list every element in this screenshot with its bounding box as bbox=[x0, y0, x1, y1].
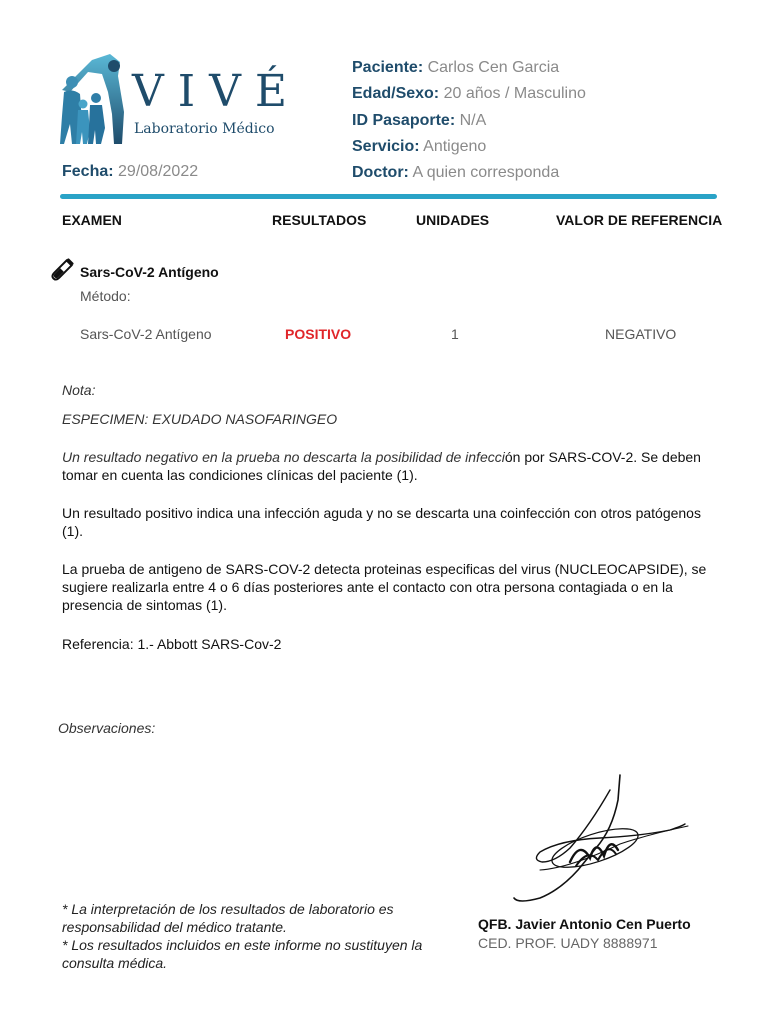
signer-name: QFB. Javier Antonio Cen Puerto bbox=[478, 916, 691, 932]
note-paragraph-2: Un resultado positivo indica una infección aguda y no se descarta una coinfección con otros patógenos (1). bbox=[62, 505, 701, 539]
signature-image bbox=[500, 770, 700, 910]
disclaimer: * La interpretación de los resultados de laboratorio es responsabilidad del médico tratante. * Los resultados incluidos en este informe no sustituyen la consulta médica. bbox=[62, 901, 423, 971]
col-header-unidades: UNIDADES bbox=[416, 212, 490, 228]
col-header-resultados: RESULTADOS bbox=[272, 212, 367, 228]
test-tube-icon bbox=[48, 256, 76, 284]
note-paragraph-3: La prueba de antigeno de SARS-COV-2 detecta proteinas especificas del virus (NUCLEOCAPSIDE), se sugiere realizarla entre 4 o 6 días posteriores ante el contacto con otra persona contagiada o en la presencia de sintomas (1). bbox=[62, 561, 707, 613]
patient-passport: ID Pasaporte: N/A bbox=[352, 112, 487, 129]
col-header-examen: EXAMEN bbox=[62, 212, 122, 228]
row-unidades: 1 bbox=[451, 326, 459, 342]
note-especimen: ESPECIMEN: EXUDADO NASOFARINGEO bbox=[62, 411, 338, 427]
brand-subtitle: Laboratorio Médico bbox=[134, 121, 275, 137]
patient-service: Servicio: Antigeno bbox=[352, 138, 487, 155]
patient-name: Paciente: Carlos Cen Garcia bbox=[352, 59, 560, 76]
test-title: Sars-CoV-2 Antígeno bbox=[80, 264, 219, 280]
patient-age-sex: Edad/Sexo: 20 años / Masculino bbox=[352, 85, 586, 102]
row-resultado: POSITIVO bbox=[285, 326, 352, 342]
observations-label: Observaciones: bbox=[58, 720, 156, 736]
row-referencia: NEGATIVO bbox=[605, 326, 677, 342]
note-paragraph-1: Un resultado negativo en la prueba no descarta la posibilidad de infección por SARS-COV-2. Se deben tomar en cuenta las condiciones clínicas del paciente (1). bbox=[62, 449, 701, 483]
test-method: Método: bbox=[80, 288, 131, 304]
row-examen: Sars-CoV-2 Antígeno bbox=[80, 326, 212, 342]
header-divider bbox=[60, 194, 717, 199]
patient-doctor: Doctor: A quien corresponda bbox=[352, 164, 560, 181]
signer-license: CED. PROF. UADY 8888971 bbox=[478, 935, 658, 951]
brand-name: VIVÉ bbox=[132, 66, 302, 117]
note-reference: Referencia: 1.- Abbott SARS-Cov-2 bbox=[62, 636, 282, 652]
col-header-referencia: VALOR DE REFERENCIA bbox=[556, 212, 723, 228]
note-label: Nota: bbox=[62, 382, 96, 398]
report-date: Fecha: 29/08/2022 bbox=[62, 163, 199, 180]
